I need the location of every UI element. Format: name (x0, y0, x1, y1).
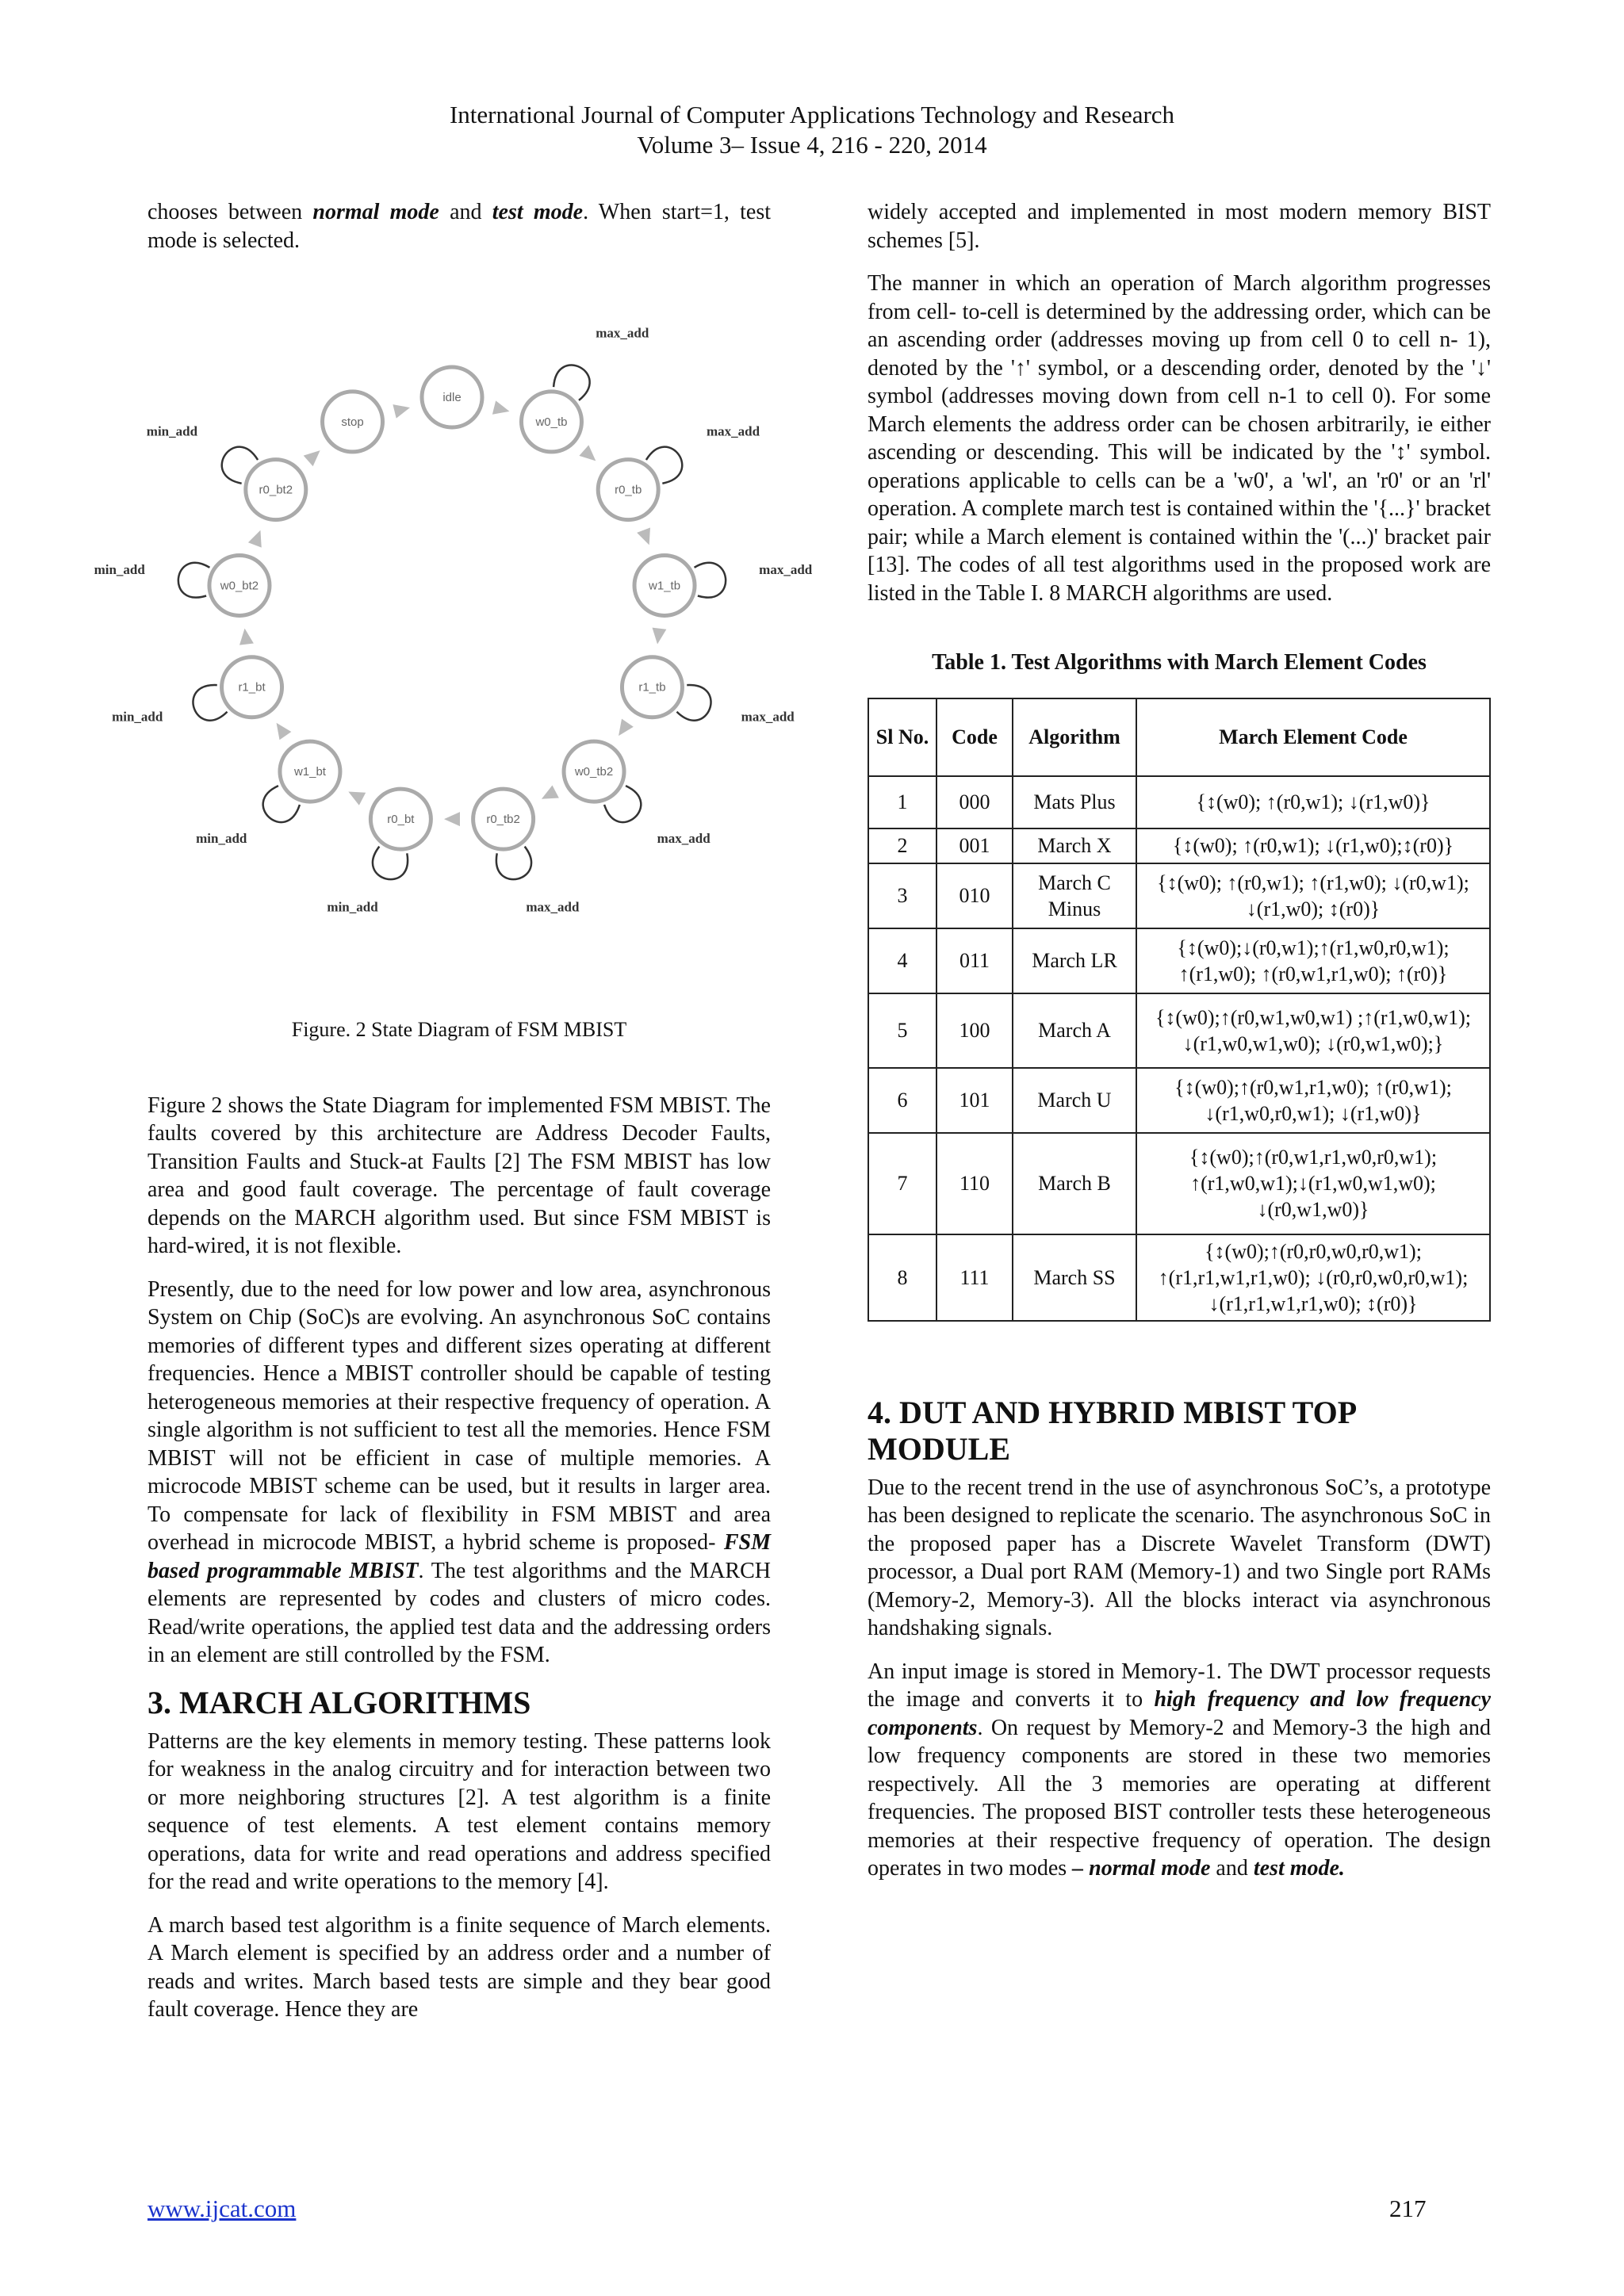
state-label: w0_tb2 (574, 765, 614, 779)
cell-algorithm: March SS (1013, 1234, 1136, 1321)
state-label: r0_bt (387, 813, 415, 827)
journal-website-link[interactable]: www.ijcat.com (147, 2195, 297, 2222)
cell-algorithm: March LR (1013, 928, 1136, 993)
table-row (868, 1234, 1490, 1321)
cell-sl-no: 5 (868, 993, 936, 1068)
cell-algorithm: Mats Plus (1013, 776, 1136, 828)
state-diagram-figure (94, 278, 813, 1016)
cell-sl-no: 1 (868, 776, 936, 828)
figure-caption: Figure. 2 State Diagram of FSM MBIST (291, 1018, 627, 1041)
transition-arrow (492, 400, 511, 418)
page-number: 217 (1389, 2195, 1427, 2222)
table-row (868, 928, 1490, 993)
paragraph-hybrid-scheme: Presently, due to the need for low power and low area, asynchronous System on Chip (SoC)s are evolving. An asynchronous SoC contains memories of different types and different sizes operating at different frequencies. Hence a MBIST controller should be capable of testing heterogeneous memories at their respective frequency of operation. A single algorithm is not sufficient to test all the memories. Hence FSM MBIST will not be efficient in case of multiple memories. A microcode MBIST scheme can be used, but it results in larger area. To compensate for lack of flexibility in FSM MBIST and area overhead in microcode MBIST, a hybrid scheme is proposed- FSM based programmable MBIST. The test algorithms and the MARCH elements are represented by codes and clusters of micro codes. Read/write operations, the applied test data and the addressing orders in an element are still controlled by the FSM. (147, 1276, 772, 1667)
edge-label: max_add (596, 325, 649, 341)
cell-sl-no: 6 (868, 1068, 936, 1133)
transition-arrow (345, 786, 366, 806)
cell-algorithm: March C Minus (1013, 863, 1136, 928)
cell-march-element-code: {↕(w0);↑(r0,r0,w0,r0,w1); ↑(r1,r1,w1,r1,w0); ↓(r0,r0,w0,r0,w1); ↓(r1,r1,w1,r1,w0); ↕(r0)} (1136, 1234, 1490, 1321)
state-label: stop (341, 415, 364, 429)
state-label: w0_bt2 (220, 579, 259, 593)
self-loop-edge (373, 847, 408, 879)
state-label: r1_tb (638, 680, 666, 695)
self-loop-edge (178, 563, 210, 598)
transition-arrow (248, 527, 267, 547)
cell-code: 101 (936, 1068, 1013, 1133)
table-row (868, 828, 1490, 863)
section-heading-march: 3. MARCH ALGORITHMS (147, 1684, 531, 1720)
table-body (868, 776, 1490, 1321)
transition-arrow (650, 628, 666, 645)
transition-arrow (579, 445, 600, 466)
table-caption: Table 1. Test Algorithms with March Element Codes (932, 650, 1427, 675)
edge-label: min_add (146, 423, 198, 439)
edge-label: max_add (706, 423, 760, 439)
edge-label: max_add (759, 561, 813, 577)
header-march-element-code: March Element Code (1136, 698, 1490, 776)
transition-arrow (393, 400, 412, 418)
cell-sl-no: 3 (868, 863, 936, 928)
edge-label: max_add (657, 830, 710, 846)
journal-header (0, 100, 1624, 160)
header-algorithm: Algorithm (1013, 698, 1136, 776)
cell-algorithm: March A (1013, 993, 1136, 1068)
paragraph-figure-description: Figure 2 shows the State Diagram for implemented FSM MBIST. The faults covered by this architecture are Address Decoder Faults, Transition Faults and Stuck-at Faults [2] The FSM MBIST has low area and good fault coverage. The percentage of fault coverage depends on the MARCH algorithm used. But since FSM MBIST is hard-wired, it is not flexible. (147, 1093, 771, 1258)
edge-label: min_add (196, 830, 247, 846)
transition-arrow (637, 527, 656, 547)
transition-arrow (238, 628, 254, 645)
cell-march-element-code: {↕(w0);↑(r0,w1,r1,w0,r0,w1); ↑(r1,w0,w1);↓(r1,w0,w1,w0); ↓(r0,w1,w0)} (1136, 1133, 1490, 1234)
state-label: r0_bt2 (259, 483, 293, 497)
state-label: r1_bt (238, 680, 266, 695)
table-row (868, 776, 1490, 828)
state-label: w0_tb (535, 415, 568, 429)
edge-label: min_add (112, 709, 163, 725)
cell-algorithm: March U (1013, 1068, 1136, 1133)
table-row (868, 1133, 1490, 1234)
paragraph-mode-intro: chooses between normal mode and test mode. When start=1, test mode is selected. (147, 200, 771, 253)
cell-code: 010 (936, 863, 1013, 928)
paragraph-prototype: Due to the recent trend in the use of asynchronous SoC’s, a prototype has been designed to replicate the scenario. The asynchronous SoC in the proposed paper has a Discrete Wavelet Transform (DWT) processor, a Dual port RAM (Memory-1) and two Single port RAMs (Memory-2, Memory-3). All the blocks interact via asynchronous handshaking signals. (868, 1475, 1491, 1640)
paragraph-march-test: A march based test algorithm is a finite sequence of March elements. A March element is specified by an address order and a number of reads and writes. March based tests are simple and they bear good fault coverage. Hence they are (147, 1912, 771, 2022)
cell-sl-no: 8 (868, 1234, 936, 1321)
table-row (868, 863, 1490, 928)
right-column (868, 198, 1491, 1898)
cell-code: 111 (936, 1234, 1013, 1321)
cell-code: 110 (936, 1133, 1013, 1234)
paragraph-input-image: An input image is stored in Memory-1. The DWT processor requests the image and converts it to high frequency and low frequency components. On request by Memory-2 and Memory-3 the high and low frequency components are stored in these two memories respectively. All the 3 memories are operating at different frequencies. The proposed BIST controller tests these heterogeneous memories at their respective frequency of operation. The design operates in two modes – normal mode and test mode. (868, 1659, 1491, 1881)
cell-code: 100 (936, 993, 1013, 1068)
state-label: idle (442, 391, 462, 404)
state-label: w1_tb (649, 579, 681, 593)
transition-arrow (270, 719, 291, 740)
paragraph-widely-accepted: widely accepted and implemented in most modern memory BIST schemes [5]. (868, 200, 1491, 253)
left-column (94, 198, 813, 2039)
cell-march-element-code: {↕(w0); ↑(r0,w1); ↓(r1,w0);↕(r0)} (1136, 828, 1490, 863)
edge-label: max_add (741, 709, 795, 725)
cell-march-element-code: {↕(w0);↓(r0,w1);↑(r1,w0,r0,w1); ↑(r1,w0); ↑(r0,w1,r1,w0); ↑(r0)} (1136, 928, 1490, 993)
header-code: Code (936, 698, 1013, 776)
cell-march-element-code: {↕(w0); ↑(r0,w1); ↓(r1,w0)} (1136, 776, 1490, 828)
self-loop-edge (496, 847, 531, 879)
table-row (868, 1068, 1490, 1133)
transition-arrow (304, 445, 325, 466)
transition-arrow (613, 719, 634, 740)
cell-march-element-code: {↕(w0);↑(r0,w1,w0,w1) ;↑(r1,w0,w1); ↓(r1,w0,w1,w0); ↓(r0,w1,w0);} (1136, 993, 1490, 1068)
section-heading-dut: 4. DUT AND HYBRID MBIST TOP MODULE (868, 1394, 1355, 1467)
edge-label: min_add (327, 899, 378, 915)
journal-title: International Journal of Computer Applications Technology and Research (449, 101, 1175, 128)
cell-code: 000 (936, 776, 1013, 828)
state-label: w1_bt (293, 765, 326, 779)
edge-label: min_add (94, 561, 145, 577)
cell-algorithm: March X (1013, 828, 1136, 863)
state-label: r0_tb2 (486, 813, 520, 827)
march-algorithms-table (868, 698, 1491, 1322)
fsm-state-diagram (94, 278, 813, 1016)
table-row (868, 993, 1490, 1068)
cell-sl-no: 2 (868, 828, 936, 863)
cell-march-element-code: {↕(w0); ↑(r0,w1); ↑(r1,w0); ↓(r0,w1); ↓(r1,w0); ↕(r0)} (1136, 863, 1490, 928)
edge-label: max_add (526, 899, 580, 915)
state-label: r0_tb (615, 483, 642, 497)
header-sl-no: Sl No. (868, 698, 936, 776)
paragraph-patterns: Patterns are the key elements in memory testing. These patterns look for weakness in the analog circuitry and for interaction between two or more neighboring structures [2]. A test algorithm is a finite sequence of test elements. A test element contains memory operations, data for write and read operations and address specified for the read and write operations to the memory [4]. (147, 1728, 771, 1894)
self-loop-edge (695, 563, 726, 598)
transition-arrow (538, 786, 559, 806)
table-header-row (868, 698, 1490, 776)
transition-arrow (444, 812, 460, 826)
cell-sl-no: 7 (868, 1133, 936, 1234)
cell-sl-no: 4 (868, 928, 936, 993)
journal-volume: Volume 3– Issue 4, 216 - 220, 2014 (637, 131, 987, 159)
cell-algorithm: March B (1013, 1133, 1136, 1234)
cell-march-element-code: {↕(w0);↑(r0,w1,r1,w0); ↑(r0,w1); ↓(r1,w0,r0,w1); ↓(r1,w0)} (1136, 1068, 1490, 1133)
cell-code: 011 (936, 928, 1013, 993)
cell-code: 001 (936, 828, 1013, 863)
paragraph-addressing-order: The manner in which an operation of March algorithm progresses from cell- to-cell is determined by the addressing order, which can be an ascending order (addresses moving up from cell 0 to cell n- 1), denoted by the '↑' symbol, or a descending order, denoted by the '↓' symbol (addresses moving down from cell n-1 to cell 0). For some March elements the address order can be chosen arbitrarily, ie either ascending or descending. This will be indicated by the '↕' symbol. operations applicable to cells can be a 'w0', a 'wl', an 'r0' or an 'rl' operation. A complete march test is contained within the '{...}' bracket pair; while a March element is contained within the '(...)' bracket pair [13]. The codes of all test algorithms used in the proposed work are listed in the Table I. 8 MARCH algorithms are used. (868, 271, 1491, 606)
